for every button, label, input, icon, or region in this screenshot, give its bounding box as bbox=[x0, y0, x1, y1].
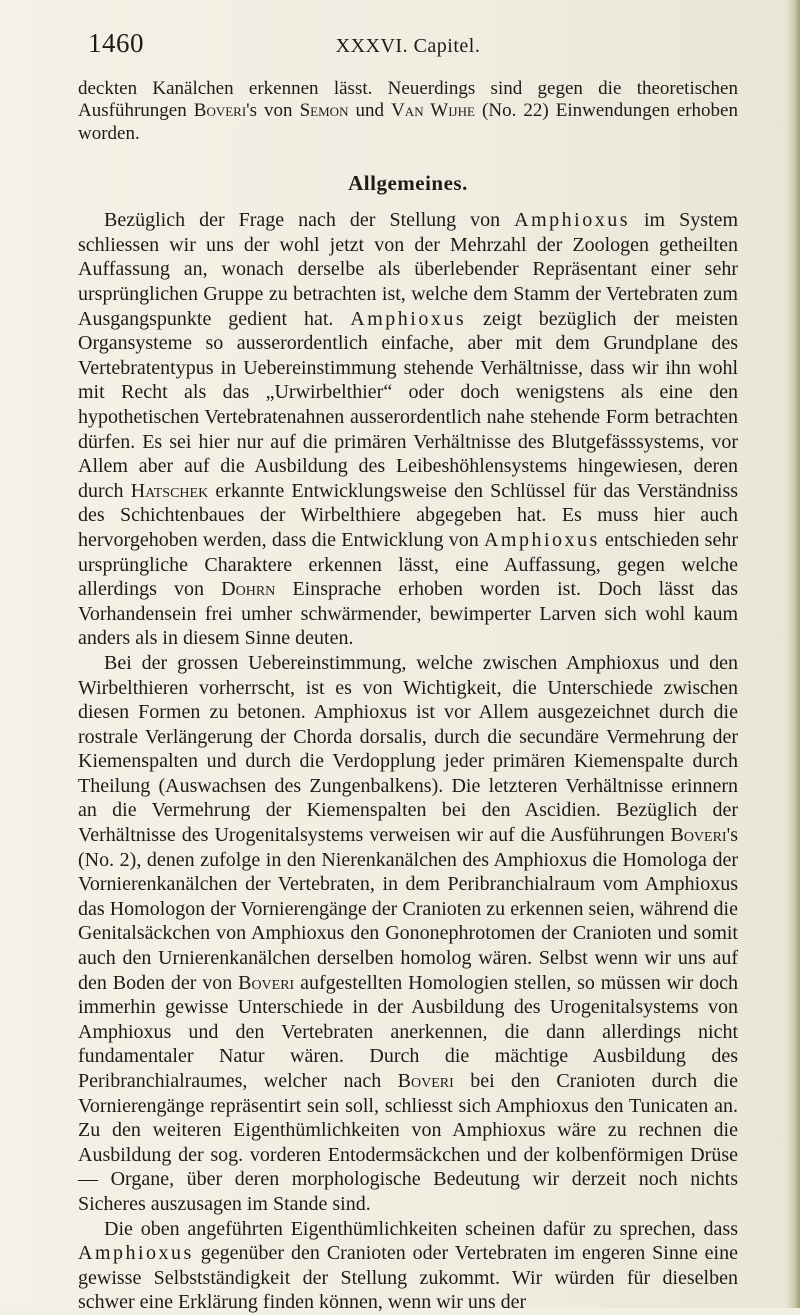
author-name: Semon bbox=[299, 100, 349, 122]
running-title: XXXVI. Capitel. bbox=[335, 35, 481, 57]
author-name: Boveri bbox=[193, 100, 247, 122]
text-run: Einsprache erhoben worden ist. Doch lässt das Vorhandensein frei umher schwärmender, bewimperter Larven sich wohl kaum anders als in diesem Sinne deuten. bbox=[78, 578, 738, 650]
page-number: 1460 bbox=[88, 28, 144, 58]
author-name: Hatschek bbox=[130, 479, 209, 502]
spaced-term: Amphioxus bbox=[514, 209, 630, 232]
text-run: erkannte Entwicklungsweise den Schlüssel für das Verständniss des Schichtenbaues der Wirbelthiere abgegeben hat. Es muss hier auch hervorgehoben werden, dass die Entwicklung von bbox=[78, 479, 739, 551]
section-heading: Allgemeines. bbox=[348, 171, 468, 196]
text-run: Bezüglich der Frage nach der Stellung von bbox=[104, 209, 515, 232]
author-name: Dohrn bbox=[221, 578, 276, 601]
paragraph-1 bbox=[78, 208, 738, 651]
text-run: 's von bbox=[246, 100, 300, 122]
page-edge bbox=[786, 0, 800, 1308]
body-text bbox=[78, 78, 738, 1315]
text-run: entschieden sehr ursprüngliche Charaktere erkennen lässt, eine Auffassung, gegen welche allerdings von bbox=[78, 528, 738, 601]
text-run: (No. 22) Einwendungen erhoben worden. bbox=[78, 100, 738, 144]
author-name: Van Wijhe bbox=[391, 100, 475, 122]
text-run: gegenüber den Cranioten oder Vertebraten im engeren Sinne eine gewisse Selbstständigkeit der Stellung zukommt. Wir würden für dieselben schwer eine Erklärung finden können, wenn wir uns der bbox=[78, 1242, 738, 1314]
author-name: Boveri bbox=[670, 824, 727, 847]
text-run: deckten Kanälchen erkennen lässt. Neuerdings sind gegen die theoretischen Ausführungen bbox=[78, 78, 738, 122]
text-run: Bei der grossen Uebereinstimmung, welche zwischen Amphioxus und den Wirbelthieren vorherrscht, ist es von Wichtigkeit, die Unterschiede zwischen diesen Formen zu betonen. Amphioxus ist vor Allem ausgezeichnet durch die rostrale Verlängerung der Chorda dorsalis, durch die secundäre Vermehrung der Kiemenspalten und durch die Verdopplung jeder primären Kiemenspalte durch Theilung (Auswachsen des Zungenbalkens). Die letzteren Verhältnisse erinnern an die Vermehrung der Kiemenspalten bei den Ascidien. Bezüglich der Verhältnisse des Urogenitalsystems verweisen wir auf die Ausführungen bbox=[78, 651, 738, 847]
paragraph-2 bbox=[78, 651, 738, 1217]
spaced-term: Amphioxus bbox=[78, 1242, 194, 1265]
text-run: bei den Cranioten durch die Vornierengänge repräsentirt sein soll, schliesst sich Amphioxus den Tunicaten an. Zu den weiteren Eigenthümlichkeiten von Amphioxus wäre zu rechnen die Ausbildung der sog. vorderen Entodermsäckchen und der kolbenförmigen Drüse — Organe, über deren morphologische Bedeutung wir derzeit noch nichts Sicheres auszusagen im Stande sind. bbox=[78, 1070, 738, 1215]
spaced-term: Amphioxus bbox=[350, 307, 467, 330]
text-run: 's (No. 2), denen zufolge in den Nierenkanälchen des Amphioxus die Homologa der Vornierenkanälchen der Vertebraten, in dem Peribranchialraum vom Amphioxus das Homologon der Vornierengänge der Cranioten zu erkennen seien, während die Genitalsäckchen von Amphioxus den Gononephrotomen der Cranioten und somit auch den Urnierenkanälchen derselben homolog wären. Selbst wenn wir uns auf den Boden der von bbox=[78, 824, 738, 994]
page-header bbox=[78, 28, 738, 68]
text-run: und bbox=[348, 100, 392, 122]
text-run: Die oben angeführten Eigenthümlichkeiten scheinen dafür zu sprechen, dass bbox=[104, 1217, 738, 1240]
spaced-term: Amphioxus bbox=[483, 528, 600, 551]
text-run: aufgestellten Homologien stellen, so müssen wir doch immerhin gewisse Unterschiede in der Ausbildung des Urogenitalsystems von Amphioxus und den Vertebraten anerkennen, die dann allerdings nicht fundamentaler Natur wären. Durch die mächtige Ausbildung des Peribranchialraumes, welcher nach bbox=[78, 971, 738, 1092]
paragraph-3 bbox=[78, 1217, 738, 1315]
author-name: Boveri bbox=[238, 971, 295, 994]
author-name: Boveri bbox=[397, 1070, 454, 1092]
intro-paragraph bbox=[78, 78, 738, 145]
text-run: zeigt bezüglich der meisten Organsysteme so ausserordentlich einfache, aber mit dem Grundplane des Vertebratentypus in Uebereinstimmung stehende Verhältnisse, dass wir ihn wohl mit Recht als das „Urwirbelthier“ oder doch wenigstens als eine den hypothetischen Vertebratenahnen ausserordentlich nahe stehende Form betrachten dürfen. Es sei hier nur auf die primären Verhältnisse des Blutgefässsystems, vor Allem aber auf die Ausbildung des Leibeshöhlensystems hingewiesen, deren durch bbox=[78, 307, 739, 502]
text-run: im System schliessen wir uns der wohl jetzt von der Mehrzahl der Zoologen getheilten Auffassung an, wonach derselbe als überlebender Repräsentant einer sehr ursprünglichen Gruppe zu betrachten ist, welche dem Stamm der Vertebraten zum Ausgangspunkte gedient hat. bbox=[78, 209, 738, 330]
